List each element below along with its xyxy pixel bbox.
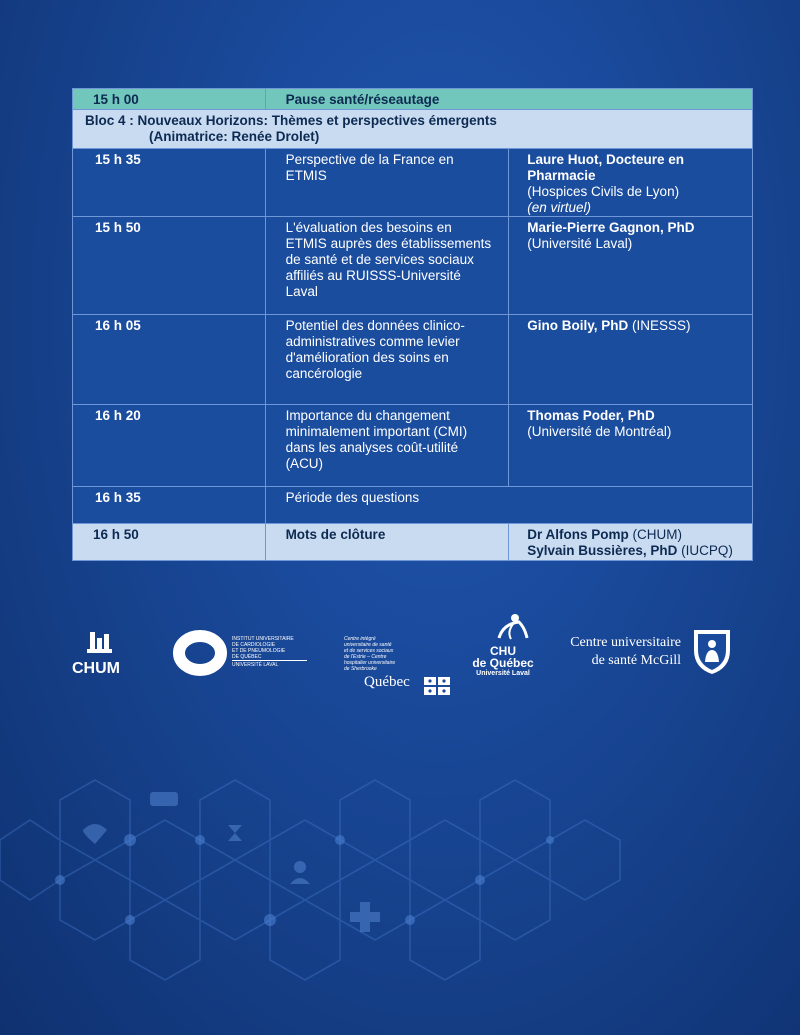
speaker-cell	[509, 315, 753, 405]
hexagon-pattern-decoration	[0, 720, 800, 1035]
chu-quebec-logo	[468, 612, 538, 682]
time-cell: 16 h 50	[73, 524, 266, 561]
table-row	[73, 217, 753, 315]
iucpq-line: UNIVERSITÉ LAVAL	[232, 660, 307, 668]
table-row	[73, 487, 753, 524]
time-cell: 15 h 35	[73, 149, 266, 217]
iucpq-text	[232, 636, 307, 668]
iucpq-line: DE QUÉBEC	[232, 654, 262, 660]
time-cell: 16 h 05	[73, 315, 266, 405]
time-cell: 16 h 20	[73, 405, 266, 487]
topic-cell: Période des questions	[265, 487, 752, 524]
table-row	[73, 315, 753, 405]
speaker-affiliation: (Hospices Civils de Lyon)	[527, 184, 680, 199]
speaker-name: Gino Boily, PhD	[527, 318, 629, 333]
bloc-moderator: (Animatrice: Renée Drolet)	[149, 129, 320, 144]
ciusss-line: et de services sociaux	[344, 648, 394, 654]
speaker-name: Thomas Poder, PhD	[527, 408, 655, 423]
speaker-cell	[509, 149, 753, 217]
quebec-wordmark: Québec	[364, 674, 410, 690]
chu-quebec-line3: Université Laval	[476, 670, 530, 677]
speaker-name: Sylvain Bussières, PhD	[527, 543, 678, 558]
speaker-cell	[509, 405, 753, 487]
speaker-affiliation: (IUCPQ)	[681, 543, 733, 558]
chum-symbol-icon	[72, 630, 128, 654]
topic-cell: Potentiel des données clinico-administratives comme levier d'amélioration des soins en cancérologie	[265, 315, 509, 405]
mcgill-logo	[551, 634, 741, 686]
speaker-note: (en virtuel)	[527, 200, 592, 215]
chu-quebec-line2: de Québec	[472, 656, 534, 670]
bloc-header-row	[73, 110, 753, 149]
ciusss-line: hospitalier universitaire	[344, 660, 396, 666]
topic-cell: Pause santé/réseautage	[265, 89, 752, 110]
schedule-table	[72, 88, 753, 561]
time-cell: 16 h 35	[73, 487, 266, 524]
iucpq-ring-icon	[172, 630, 228, 676]
ciusss-line: de l'Estrie – Centre	[344, 654, 387, 660]
ciusss-line: de Sherbrooke	[344, 666, 377, 672]
mcgill-line2: de santé McGill	[591, 653, 681, 668]
iucpq-line: INSTITUT UNIVERSITAIRE	[232, 636, 294, 642]
bloc-title-line: Bloc 4 : Nouveaux Horizons: Thèmes et perspectives émergents	[85, 113, 497, 128]
table-row	[73, 524, 753, 561]
mcgill-line1: Centre universitaire	[570, 635, 681, 650]
topic-cell: Perspective de la France en ETMIS	[265, 149, 509, 217]
mcgill-shield-icon	[691, 626, 733, 676]
ciusss-line: universitaire de santé	[344, 642, 392, 648]
ciusss-line: Centre intégré	[344, 636, 376, 642]
speaker-name: Dr Alfons Pomp	[527, 527, 629, 542]
table-row	[73, 89, 753, 110]
partner-logos	[0, 608, 800, 698]
bloc-title	[73, 110, 753, 149]
topic-cell: Mots de clôture	[265, 524, 509, 561]
speaker-affiliation: (Université de Montréal)	[527, 424, 672, 439]
chum-logo	[72, 630, 128, 676]
topic-cell: L'évaluation des besoins en ETMIS auprès des établissements de santé et de services sociaux affiliés au RUISSS-Université Laval	[265, 217, 509, 315]
chu-quebec-symbol-icon	[493, 612, 533, 640]
time-cell: 15 h 00	[73, 89, 266, 110]
time-cell: 15 h 50	[73, 217, 266, 315]
quebec-flag-icon	[424, 677, 450, 695]
table-row	[73, 405, 753, 487]
ciusss-estrie-logo	[344, 636, 454, 694]
iucpq-logo	[172, 628, 307, 682]
speaker-affiliation: (INESSS)	[632, 318, 691, 333]
speaker-cell	[509, 524, 753, 561]
speaker-affiliation: (CHUM)	[632, 527, 683, 542]
iucpq-line: DE CARDIOLOGIE	[232, 642, 276, 648]
mcgill-text	[551, 634, 681, 670]
chum-wordmark: CHUM	[72, 660, 120, 677]
table-row	[73, 149, 753, 217]
speaker-cell	[509, 217, 753, 315]
speaker-name: Marie-Pierre Gagnon, PhD	[527, 220, 695, 235]
iucpq-line: ET DE PNEUMOLOGIE	[232, 648, 286, 654]
speaker-affiliation: (Université Laval)	[527, 236, 633, 251]
chu-quebec-line1: CHU	[490, 644, 516, 658]
topic-cell: Importance du changement minimalement important (CMI) dans les analyses coût-utilité (ACU)	[265, 405, 509, 487]
speaker-name: Laure Huot, Docteure en Pharmacie	[527, 152, 685, 183]
